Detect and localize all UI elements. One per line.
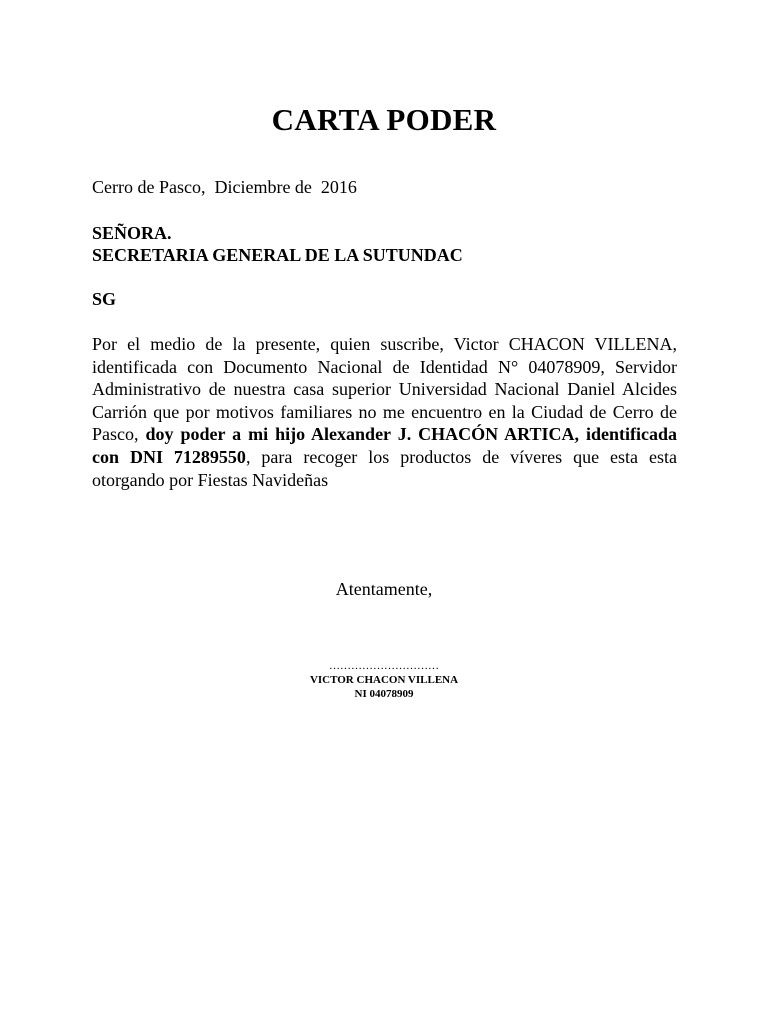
document-title: CARTA PODER: [271, 102, 497, 137]
body-paragraph: [92, 333, 677, 491]
body-text-grant: doy poder a mi hijo Alexander J. CHACÓN ARTICA, identificada con DNI 71289550: [92, 424, 677, 467]
reference-code: SG: [92, 289, 117, 309]
closing-phrase: Atentamente,: [335, 579, 433, 599]
recipient-block: [92, 222, 463, 266]
signer-id: NI 04078909: [354, 688, 414, 700]
signer-name: VICTOR CHACON VILLENA: [309, 674, 459, 686]
signature-line: …………………………: [329, 660, 439, 672]
signature-block: [0, 659, 768, 701]
body-text-intro: Por el medio de la presente, quien suscribe, Victor CHACON VILLENA, identificada con Documento Nacional de Identidad N° 04078909, Servidor Administrativo de nuestra casa superior Universidad Nacional Daniel Alcides Carrión que por motivos familiares no me encuentro en la Ciudad de Cerro de Pasco,: [92, 334, 677, 445]
recipient-title: SECRETARIA GENERAL DE LA SUTUNDAC: [92, 245, 463, 265]
body-text-purpose: , para recoger los productos de víveres que esta esta otorgando por Fiestas Navideñas: [92, 446, 677, 490]
recipient-salutation: SEÑORA.: [92, 223, 172, 243]
place-date: Cerro de Pasco, Diciembre de 2016: [92, 177, 357, 197]
